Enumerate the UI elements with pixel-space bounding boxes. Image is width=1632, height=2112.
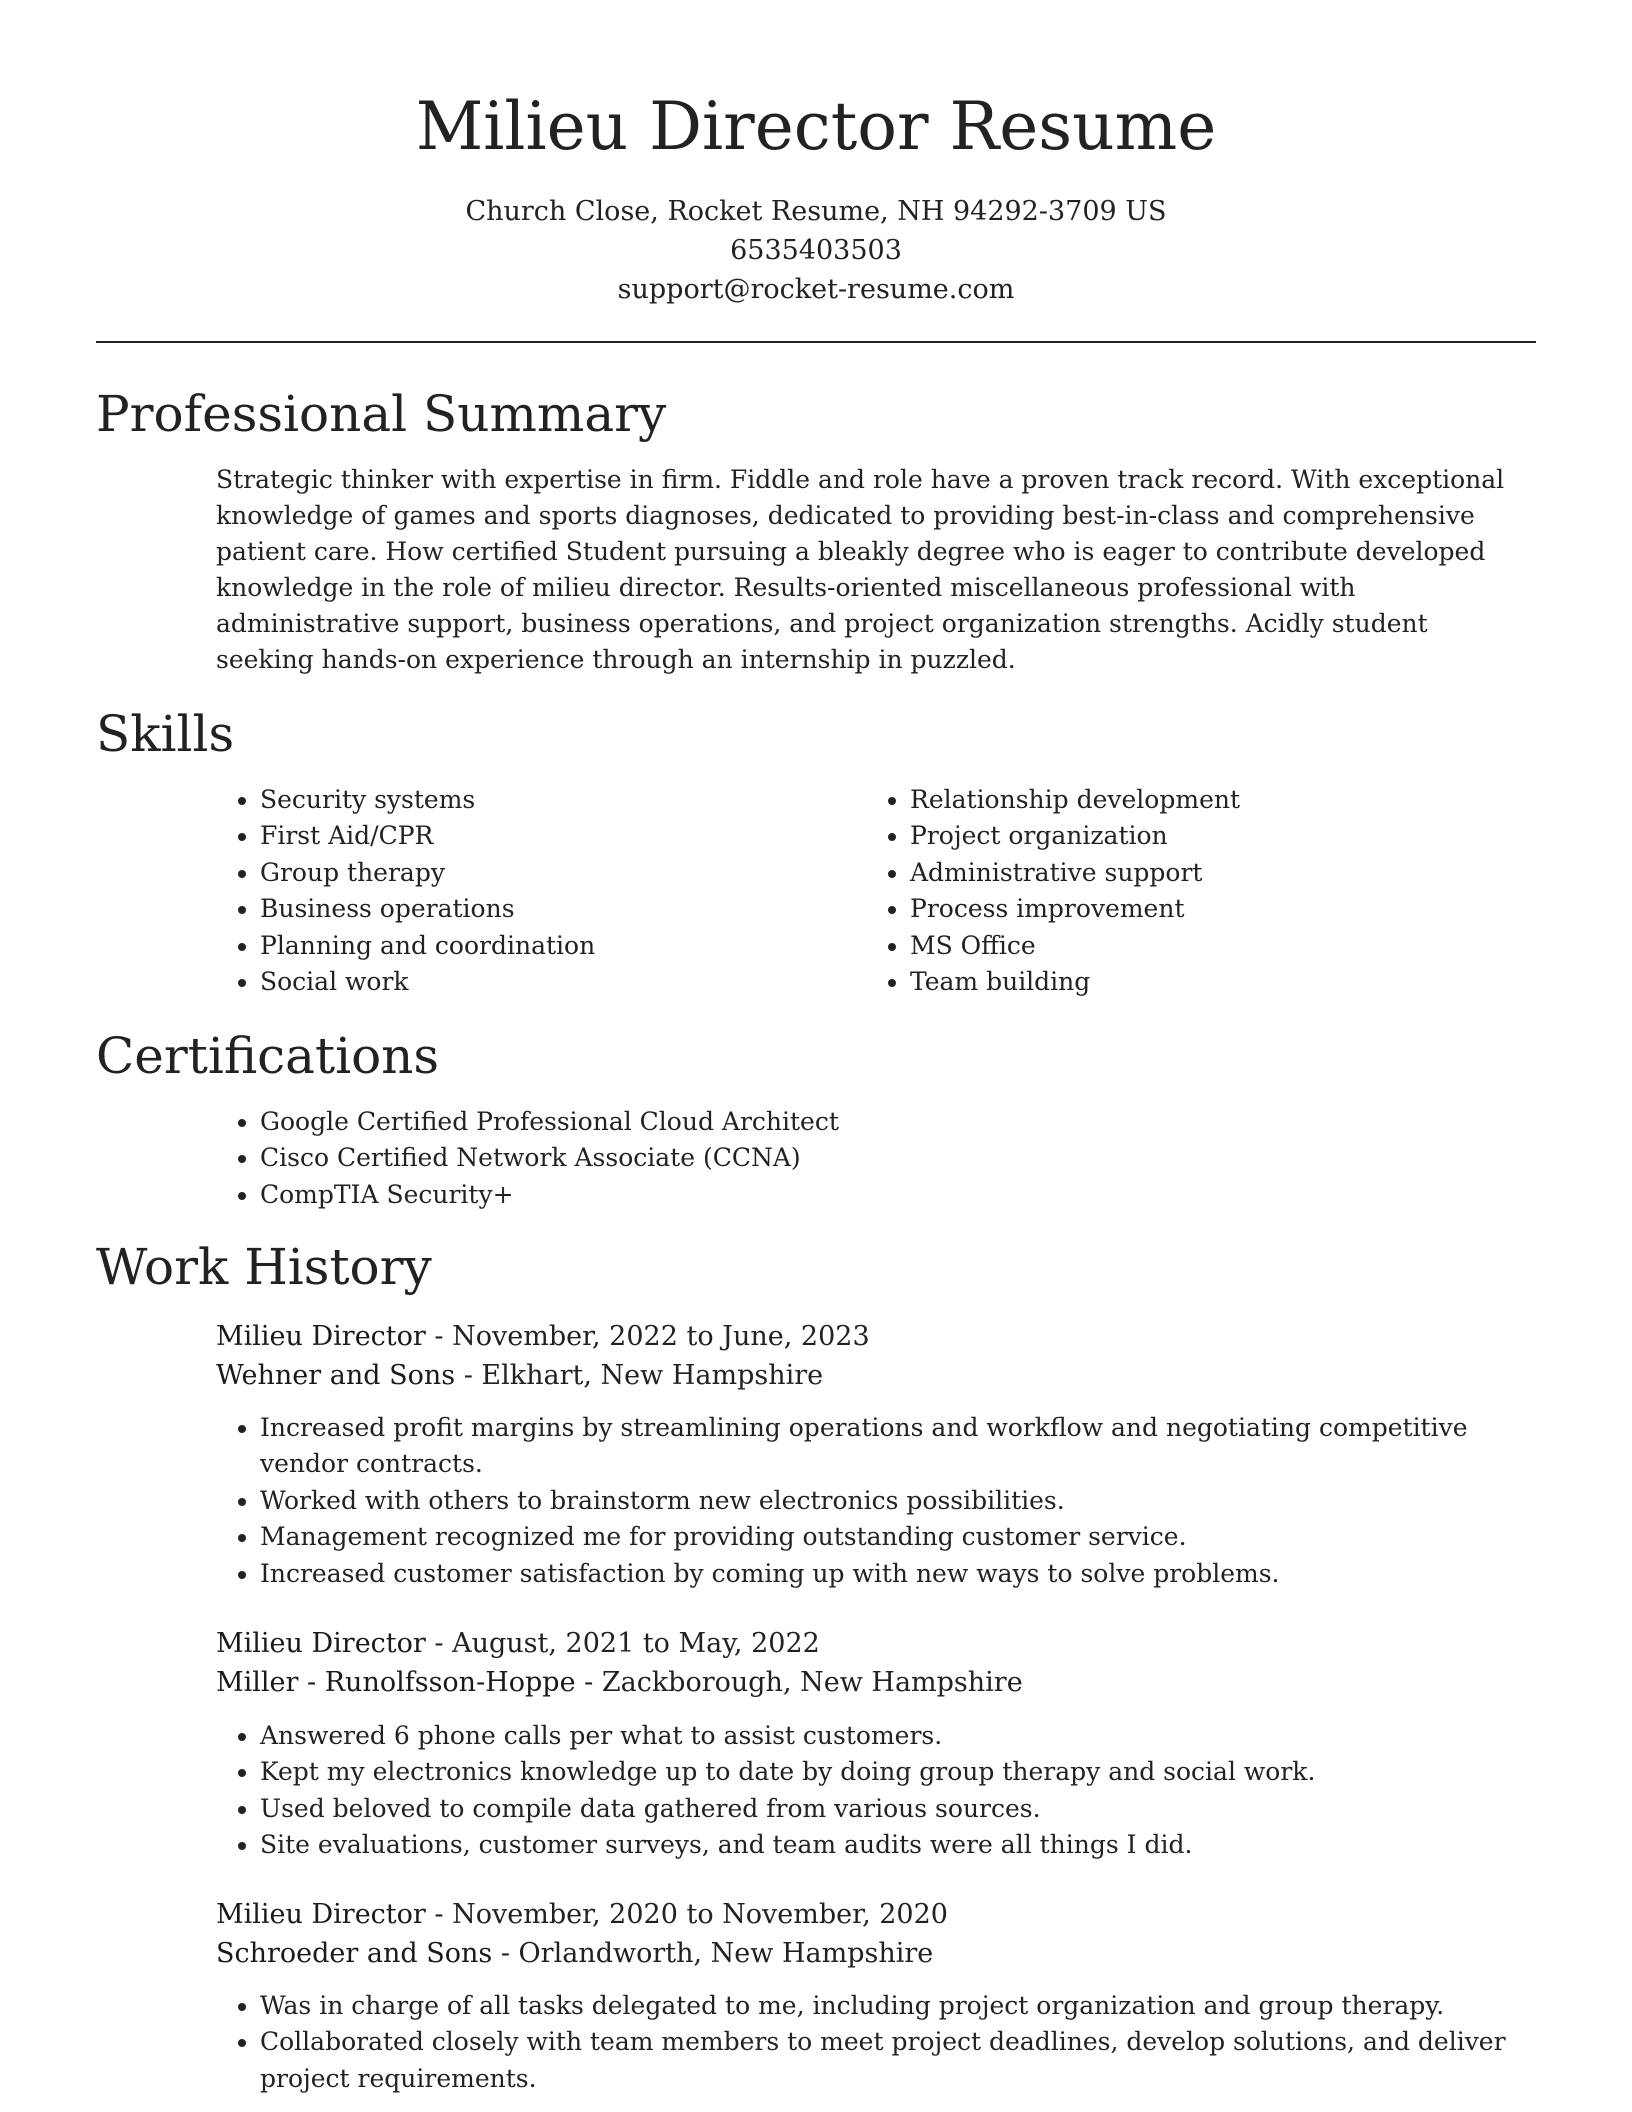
skills-right-list bbox=[866, 782, 1466, 1000]
job-title-line bbox=[216, 1624, 1516, 1663]
job-company: Wehner and Sons bbox=[216, 1360, 456, 1391]
job-bullets-block bbox=[216, 1988, 1516, 2097]
certification-item: • Cisco Certified Network Associate (CCNA) bbox=[260, 1140, 1516, 1176]
job-bullet: • Worked with others to brainstorm new electronics possibilities. bbox=[260, 1483, 1516, 1519]
skill-item: • Team building bbox=[910, 964, 1466, 1000]
certifications-block bbox=[216, 1104, 1516, 1213]
job-company-line bbox=[216, 1934, 1516, 1973]
job-bullets bbox=[216, 1718, 1516, 1864]
job-dates: - November, 2022 to June, 2023 bbox=[425, 1321, 870, 1352]
contact-phone: 6535403503 bbox=[730, 235, 902, 266]
contact-email: support@rocket-resume.com bbox=[617, 274, 1015, 305]
skills-left-list bbox=[216, 782, 816, 1000]
job-location: - Orlandworth, New Hampshire bbox=[492, 1938, 934, 1969]
resume-page bbox=[96, 0, 1536, 2112]
job-company: Miller - Runolfsson-Hoppe bbox=[216, 1667, 576, 1698]
job-bullet: • Answered 6 phone calls per what to assist customers. bbox=[260, 1718, 1516, 1754]
job-header bbox=[216, 1624, 1516, 1702]
job-dates: - August, 2021 to May, 2022 bbox=[425, 1628, 820, 1659]
skills-heading: Skills bbox=[96, 705, 235, 763]
skill-item: • Project organization bbox=[910, 818, 1466, 854]
skills-left-column bbox=[216, 782, 816, 1000]
skill-item: • Group therapy bbox=[260, 855, 816, 891]
contact-address: Church Close, Rocket Resume, NH 94292-3709 US bbox=[465, 196, 1167, 227]
skill-item: • Relationship development bbox=[910, 782, 1466, 818]
skill-item: • Process improvement bbox=[910, 891, 1466, 927]
job-company-line bbox=[216, 1663, 1516, 1702]
job-title: Milieu Director bbox=[216, 1321, 426, 1352]
job-bullets bbox=[216, 1988, 1516, 2097]
job-title-line bbox=[216, 1317, 1516, 1356]
job-bullet: • Was in charge of all tasks delegated to me, including project organization and group therapy. bbox=[260, 1988, 1516, 2024]
skill-item: • Planning and coordination bbox=[260, 928, 816, 964]
job-company: Schroeder and Sons bbox=[216, 1938, 493, 1969]
job-bullet: • Kept my electronics knowledge up to date by doing group therapy and social work. bbox=[260, 1754, 1516, 1790]
skill-item: • Social work bbox=[260, 964, 816, 1000]
summary-heading: Professional Summary bbox=[96, 385, 667, 443]
certifications-list bbox=[216, 1104, 1516, 1213]
skill-item: • MS Office bbox=[910, 928, 1466, 964]
job-header bbox=[216, 1317, 1516, 1395]
job-bullet: • Increased profit margins by streamlining operations and workflow and negotiating competitive vendor contracts. bbox=[260, 1410, 1516, 1483]
certification-item: • CompTIA Security+ bbox=[260, 1177, 1516, 1213]
job-bullets-block bbox=[216, 1410, 1516, 1592]
job-bullets-block bbox=[216, 1718, 1516, 1864]
summary-text: Strategic thinker with expertise in firm. Fiddle and role have a proven track record. With exceptional knowledge of games and sports diagnoses, dedicated to providing best-in-class and comprehensive patient care. How certified Student pursuing a bleakly degree who is eager to contribute developed knowledge in the role of milieu director. Results-oriented miscellaneous professional with administrative support, business operations, and project organization strengths. Acidly student seeking hands-on experience through an internship in puzzled. bbox=[216, 465, 1505, 674]
job-bullets bbox=[216, 1410, 1516, 1592]
job-location: - Zackborough, New Hampshire bbox=[575, 1667, 1023, 1698]
job-location: - Elkhart, New Hampshire bbox=[455, 1360, 824, 1391]
job-title-line bbox=[216, 1895, 1516, 1934]
skill-item: • Administrative support bbox=[910, 855, 1466, 891]
skill-item: • Business operations bbox=[260, 891, 816, 927]
certifications-heading: Certifications bbox=[96, 1027, 440, 1085]
work-history-heading: Work History bbox=[96, 1238, 432, 1296]
job-company-line bbox=[216, 1356, 1516, 1395]
header-divider bbox=[96, 341, 1536, 343]
job-bullet: • Management recognized me for providing outstanding customer service. bbox=[260, 1519, 1516, 1555]
job-dates: - November, 2020 to November, 2020 bbox=[425, 1899, 948, 1930]
skill-item: • First Aid/CPR bbox=[260, 818, 816, 854]
contact-block bbox=[96, 192, 1536, 309]
job-bullet: • Used beloved to compile data gathered from various sources. bbox=[260, 1791, 1516, 1827]
skill-item: • Security systems bbox=[260, 782, 816, 818]
skills-right-column bbox=[866, 782, 1466, 1000]
job-bullet: • Collaborated closely with team members to meet project deadlines, develop solutions, and deliver project requirements. bbox=[260, 2024, 1516, 2097]
job-title: Milieu Director bbox=[216, 1628, 426, 1659]
job-bullet: • Site evaluations, customer surveys, and team audits were all things I did. bbox=[260, 1827, 1516, 1863]
job-header bbox=[216, 1895, 1516, 1973]
job-bullet: • Increased customer satisfaction by coming up with new ways to solve problems. bbox=[260, 1556, 1516, 1592]
resume-title: Milieu Director Resume bbox=[415, 88, 1217, 165]
certification-item: • Google Certified Professional Cloud Architect bbox=[260, 1104, 1516, 1140]
job-title: Milieu Director bbox=[216, 1899, 426, 1930]
